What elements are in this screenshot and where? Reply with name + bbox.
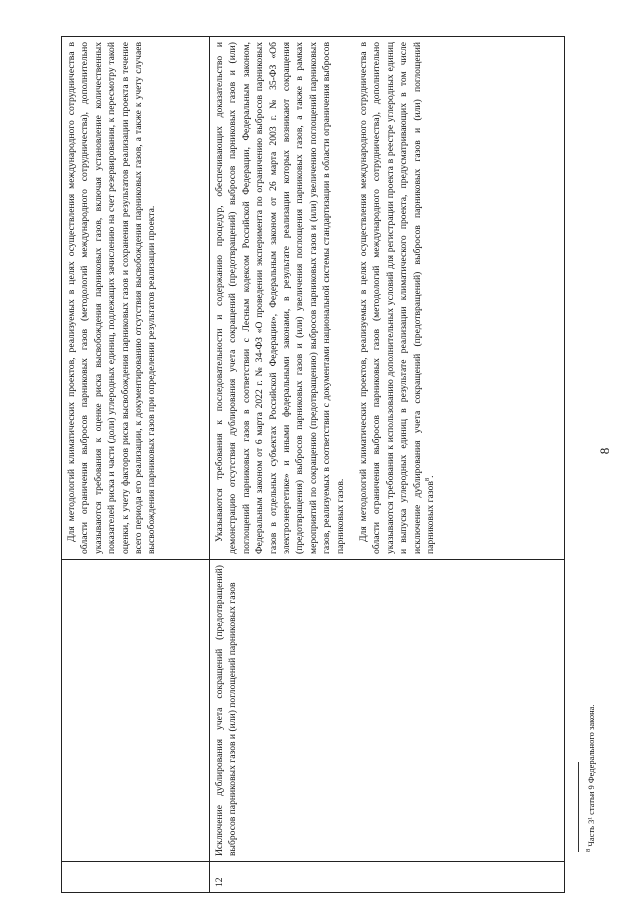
- row-content-cell: [210, 37, 565, 560]
- content-paragraph: Указываются требования к последовательности и содержанию процедур, обеспечивающих доказательство и демонстрацию отсутствия дублирования учета сокращений (предотвращений) выбросов парниковых газов и (или) поглощений парниковых газов в соответствии с Лесным кодексом Российской Федерации, Федеральным законом, Федеральным законом от 6 марта 2022 г. № 34-ФЗ «О проведении эксперимента по ограничению выбросов парниковых газов в отдельных субъектах Российской Федерации», Федеральным законом от 26 марта 2003 г. № 35-ФЗ «Об электроэнергетике» и иными федеральными законами, в результате реализации которых возникают сокращения (предотвращения) выбросов парниковых газов и (или) увеличения поглощения парниковых газов, а также в рамках мероприятий по сокращению (предотвращению) выбросов парниковых газов и (или) увеличению поглощений парниковых газов, реализуемых в соответствии с документами национальной системы стандартизации в области ограничения выбросов парниковых газов.: [214, 42, 346, 554]
- document-table-area: [61, 37, 565, 893]
- content-paragraph: Для методологий климатических проектов, реализуемых в целях осуществления международного сотрудничества в области ограничения выбросов парниковых газов (методологий международного сотрудничества), дополнительно указываются требования к оценке риска высвобождения парниковых газов, включая установление количественных показателей риска и части (доли) углеродных единиц, подлежащих зачислению на счет резервирования, к пересмотру такой оценки, к учету факторов риска высвобождения парниковых газов и сохранения результатов реализации проекта в течение всего периода его реализации, к документированию отсутствия высвобождения парниковых газов, а также к учету случаев высвобождения парниковых газов при определении результатов реализации проекта.: [66, 42, 158, 554]
- page-number: [595, 441, 615, 461]
- requirements-table: [61, 36, 565, 893]
- footnote-area: [583, 612, 599, 852]
- table-row: [210, 37, 565, 893]
- footnote-separator: [578, 762, 579, 852]
- row-title-cell: [62, 560, 210, 862]
- row-content-cell: [62, 37, 210, 560]
- page-number-text: 8: [597, 447, 612, 455]
- footnote-text: Часть 3¹ статьи 9 Федерального закона.: [586, 704, 596, 847]
- document-sheet: [61, 37, 565, 893]
- row-title-cell: Исключение дублирования учета сокращений (предотвращений) выбросов парниковых газов и (или) поглощений парниковых газов: [210, 560, 565, 862]
- footnote: [583, 612, 599, 852]
- footnote-reference: 8: [423, 477, 431, 482]
- footnote-mark: 8: [585, 848, 593, 852]
- row-number-cell: 12: [210, 862, 565, 893]
- row-number-cell: [62, 862, 210, 893]
- table-row: [62, 37, 210, 893]
- content-paragraph-text: Для методологий климатических проектов, реализуемых в целях осуществления международного сотрудничества в области ограничения выбросов парниковых газов (методологий международного сотрудничества), дополнительно указываются требования к использованию дополнительных условий для регистрации проекта в реестре углеродных единиц и выпуска углеродных единиц в результате реализации климатического проекта, предусматривающих в том числе исключение дублирования учета сокращений (предотвращений) выбросов парниковых газов и (или) поглощений парниковых газов: [358, 42, 437, 554]
- content-paragraph: Для методологий климатических проектов, реализуемых в целях осуществления международного сотрудничества в области ограничения выбросов парниковых газов (методологий международного сотрудничества), дополнительно указываются требования к использованию дополнительных условий для регистрации проекта в реестре углеродных единиц и выпуска углеродных единиц в результате реализации климатического проекта, предусматривающих в том числе исключение дублирования учета сокращений (предотвращений) выбросов парниковых газов и (или) поглощений парниковых газов$^8$.: [358, 42, 437, 554]
